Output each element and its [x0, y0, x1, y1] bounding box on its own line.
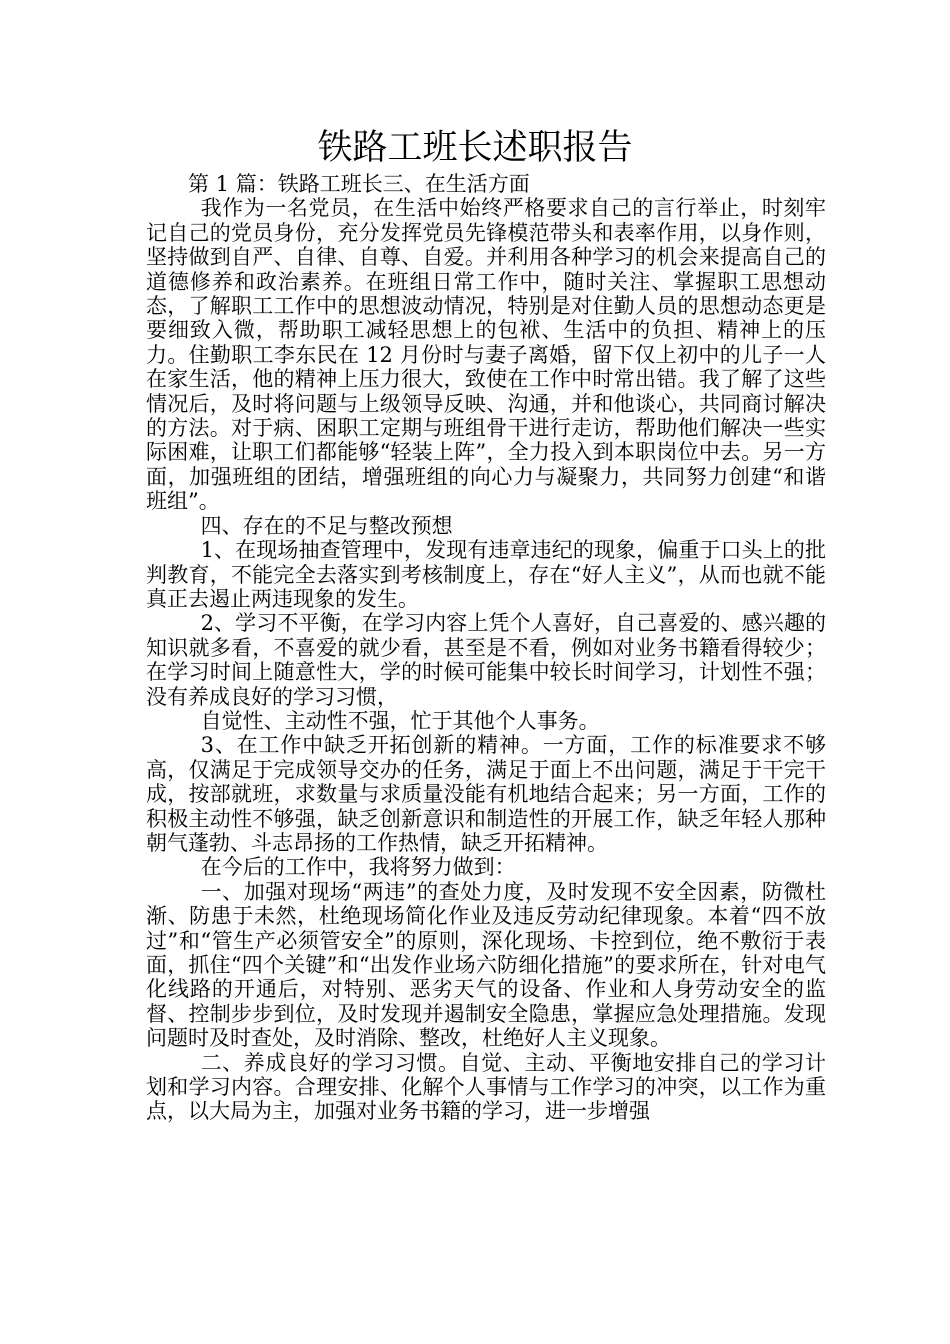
section-heading-shortcomings: 四、存在的不足与整改预想 — [200, 513, 453, 538]
paragraph-shortcoming-2-continued: 自觉性、主动性不强，忙于其他个人事务。 — [200, 708, 600, 733]
paragraph-future-intro: 在今后的工作中，我将努力做到： — [200, 855, 516, 880]
document-subtitle: 第 1 篇：铁路工班长三、在生活方面 — [188, 172, 530, 196]
document-body — [146, 172, 826, 1124]
paragraph-shortcoming-2: 2、学习不平衡，在学习内容上凭个人喜好，自己喜爱的、感兴趣的知识就多看，不喜爱的就少看，甚至是不看，例如对业务书籍看得较少；在学习时间上随意性大，学的时候可能集中较长时间学习，计划性不强；没有养成良好的学习习惯， — [146, 611, 826, 709]
paragraph-future-2: 二、养成良好的学习习惯。自觉、主动、平衡地安排自己的学习计划和学习内容。合理安排、化解个人事情与工作学习的冲突，以工作为重点，以大局为主，加强对业务书籍的学习，进一步增强 — [146, 1050, 826, 1124]
paragraph-future-1: 一、加强对现场“两违”的查处力度，及时发现不安全因素，防微杜渐、防患于未然，杜绝现场简化作业及违反劳动纪律现象。本着“四不放过”和“管生产必须管安全”的原则，深化现场、卡控到位，绝不敷衍于表面，抓住“四个关键”和“出发作业场六防细化措施”的要求所在，针对电气化线路的开通后，对特别、恶劣天气的设备、作业和人身劳动安全的监督、控制步步到位，及时发现并遏制安全隐患，掌握应急处理措施。发现问题时及时查处，及时消除、整改，杜绝好人主义现象。 — [146, 879, 826, 1051]
paragraph-life-aspect: 我作为一名党员，在生活中始终严格要求自己的言行举止，时刻牢记自己的党员身份，充分发挥党员先锋模范带头和表率作用，以身作则，坚持做到自严、自律、自尊、自爱。并利用各种学习的机会来提高自己的道德修养和政治素养。在班组日常工作中，随时关注、掌握职工思想动态，了解职工工作中的思想波动情况，特别是对住勤人员的思想动态更是要细致入微，帮助职工减轻思想上的包袱、生活中的负担、精神上的压力。住勤职工李东民在 12 月份时与妻子离婚，留下仅上初中的儿子一人在家生活，他的精神上压力很大，致使在工作中时常出错。我了解了这些情况后，及时将问题与上级领导反映、沟通，并和他谈心，共同商讨解决的方法。对于病、困职工定期与班组骨干进行走访，帮助他们解决一些实际困难，让职工们都能够“轻装上阵”，全力投入到本职岗位中去。另一方面，加强班组的团结，增强班组的向心力与凝聚力，共同努力创建“和谐班组”。 — [146, 196, 826, 514]
paragraph-shortcoming-1: 1、在现场抽查管理中，发现有违章违纪的现象，偏重于口头上的批判教育，不能完全去落实到考核制度上，存在“好人主义”，从而也就不能真正去遏止两违现象的发生。 — [146, 538, 826, 611]
paragraph-shortcoming-3: 3、在工作中缺乏开拓创新的精神。一方面，工作的标准要求不够高，仅满足于完成领导交办的任务，满足于面上不出问题，满足于干完干成，按部就班，求数量与求质量没能有机地结合起来；另一方面，工作的积极主动性不够强，缺乏创新意识和制造性的开展工作，缺乏年轻人那种朝气蓬勃、斗志昂扬的工作热情，缺乏开拓精神。 — [146, 733, 826, 855]
document-title: 铁路工班长述职报告 — [317, 128, 633, 168]
